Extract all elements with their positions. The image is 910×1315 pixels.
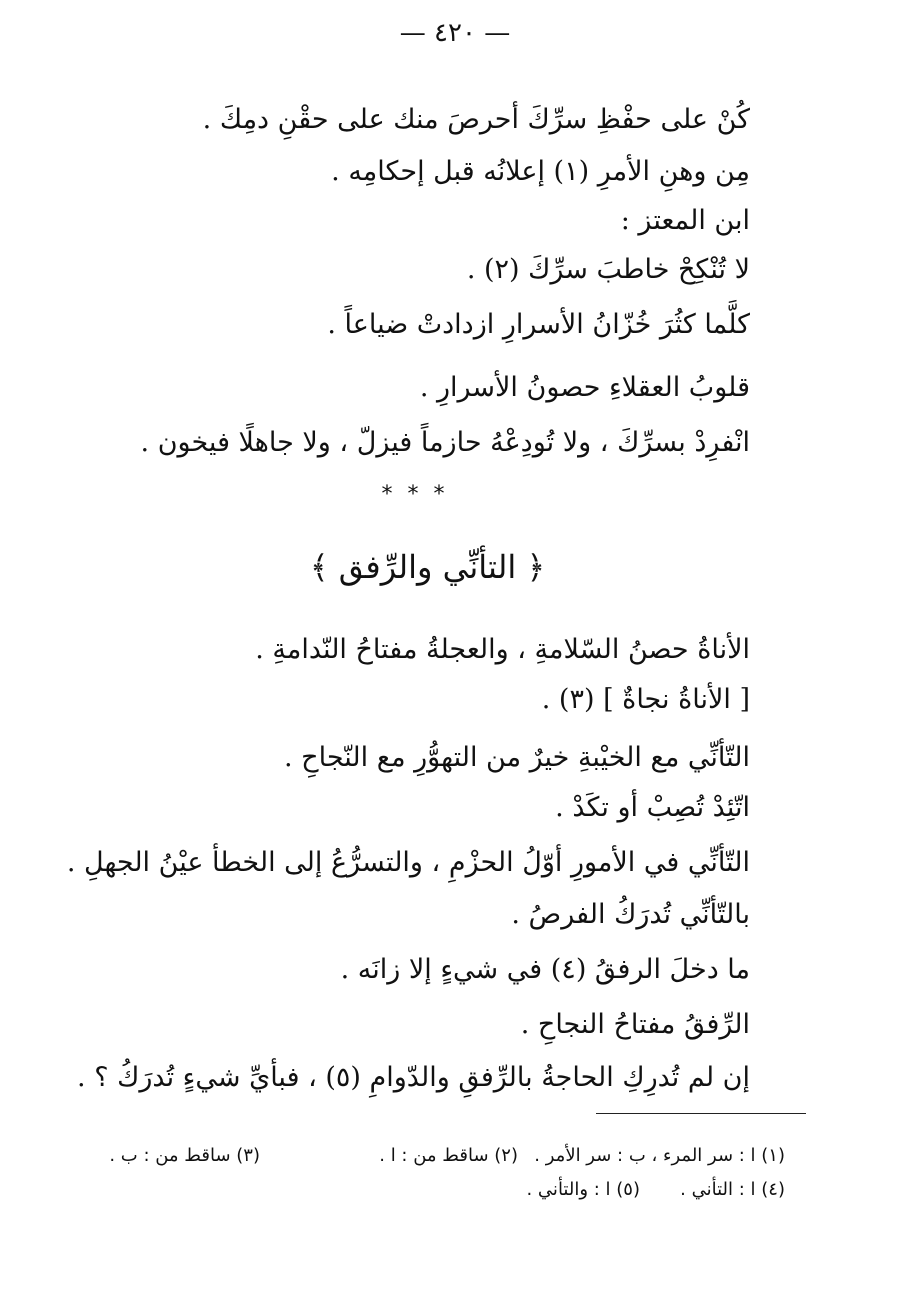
footnote: (٣) ساقط من : ب . [109,1145,260,1166]
text-line: قلوبُ العقلاءِ حصونُ الأسرارِ . [419,372,750,403]
text-line: بالتّأنِّي تُدرَكُ الفرصُ . [511,899,750,930]
text-line: كلَّما كثُرَ خُزّانُ الأسرارِ ازدادتْ ضياعاً . [327,309,750,340]
text-line: الأناةُ حصنُ السّلامةِ ، والعجلةُ مفتاحُ النّدامةِ . [255,634,750,665]
footnote: (٢) ساقط من : ا . [379,1145,518,1166]
text-line: ما دخلَ الرفقُ (٤) في شيءٍ إلا زانَه . [340,954,750,985]
section-separator: * * * [381,482,449,507]
text-line: كُنْ على حفْظِ سرِّكَ أحرصَ منك على حقْنِ دمِكَ . [202,104,750,135]
text-line: انْفرِدْ بسرِّكَ ، ولا تُودِعْهُ حازماً فيزلّ ، ولا جاهلًا فيخون . [140,427,750,458]
text-line: مِن وهنِ الأمرِ (١) إعلانُه قبل إحكامِه . [331,156,750,187]
text-line: ابن المعتز : [620,205,750,236]
text-line: التّأنِّي في الأمورِ أوّلُ الحزْمِ ، والتسرُّعُ إلى الخطأ عيْنُ الجهلِ . [66,847,750,878]
text-line: التّأنِّي مع الخيْبةِ خيرٌ من التهوُّرِ مع النّجاحِ . [284,742,750,773]
text-line: اتّئِدْ تُصِبْ أو تكَدْ . [555,792,750,823]
text-line: [ الأناةُ نجاةٌ ] (٣) . [541,684,750,715]
footnote-rule [596,1113,806,1114]
footnote: (٥) ا : والتأني . [526,1179,640,1200]
text-line: الرِّفقُ مفتاحُ النجاحِ . [520,1009,750,1040]
page-number: — ٤٢٠ — [399,18,511,48]
footnote: (٤) ا : التأني . [680,1179,785,1200]
text-line: إن لم تُدرِكِ الحاجةُ بالرِّفقِ والدّوامِ (٥) ، فبأيِّ شيءٍ تُدرَكُ ؟ . [77,1062,750,1093]
section-title: ﴿ التأنِّي والرِّفق ﴾ [309,548,546,586]
text-line: لا تُنْكِحْ خاطبَ سرِّكَ (٢) . [466,254,750,285]
footnote: (١) ا : سر المرء ، ب : سر الأمر . [534,1145,785,1166]
